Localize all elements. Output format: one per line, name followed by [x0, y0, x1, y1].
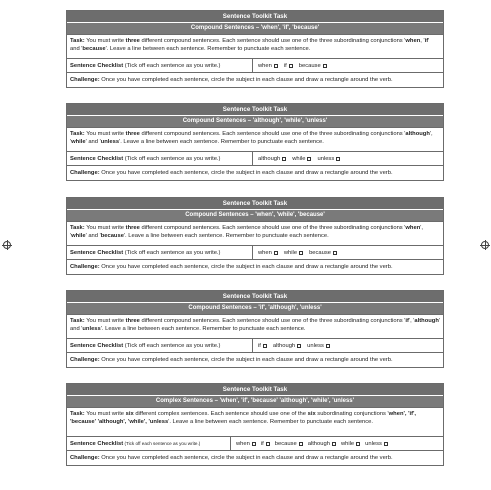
conjunction: although: [405, 131, 430, 137]
task-text: You must write: [84, 411, 126, 417]
task-card-if-although-unless: [66, 290, 444, 368]
task-row: [67, 221, 443, 245]
option-label: when: [236, 440, 250, 447]
registration-mark-right-icon: [481, 241, 489, 249]
challenge-text: Once you have completed each sentence, circle the subject in each clause and draw a rectangle around the verb.: [99, 357, 393, 363]
task-text: different compound sentences. Each sentence should use one of the three subordinating conjunctions ': [139, 131, 406, 137]
conjunction: if: [405, 318, 409, 324]
separator: ', ': [408, 318, 415, 324]
registration-mark-left-icon: [3, 241, 11, 249]
checkbox-icon[interactable]: [282, 157, 286, 161]
task-text: different compound sentences. Each sentence should use one of the three subordinating conjunctions ': [139, 318, 406, 324]
task-text: You must write: [84, 225, 126, 231]
checklist-option[interactable]: [299, 62, 327, 70]
checkbox-icon[interactable]: [336, 157, 340, 161]
challenge-label: Challenge:: [70, 455, 100, 461]
checklist-label-cell: [67, 437, 231, 450]
task-text: '. Leave a line between each sentence. Remember to punctuate each sentence.: [100, 326, 306, 332]
checklist-hint: (Tick off each sentence as you write.): [123, 249, 221, 256]
task-text: subordinating conjunctions ': [315, 411, 389, 417]
checkbox-icon[interactable]: [266, 442, 270, 446]
option-label: if: [260, 440, 264, 447]
task-label: Task:: [70, 225, 85, 231]
checklist-label: Sentence Checklist: [70, 342, 124, 349]
challenge-row: [67, 450, 443, 465]
card-title: Sentence Toolkit Task: [67, 384, 443, 396]
separator: ' and ': [85, 139, 101, 145]
checkbox-icon[interactable]: [307, 157, 311, 161]
checklist-label: Sentence Checklist: [70, 155, 124, 162]
checkbox-icon[interactable]: [326, 344, 330, 348]
option-label: because: [309, 249, 331, 256]
checklist-hint: (Tick off each sentence as you write.): [123, 342, 221, 349]
checklist-option[interactable]: [292, 155, 311, 163]
task-count: three: [125, 318, 140, 324]
checklist-option[interactable]: [236, 440, 256, 448]
task-count: six: [307, 411, 316, 417]
option-label: because: [274, 440, 297, 447]
option-label: when: [258, 62, 272, 69]
option-label: because: [298, 62, 321, 69]
checklist-options: [253, 59, 443, 72]
checklist-option[interactable]: [258, 249, 278, 257]
checklist-hint: (Tick off each sentence as you write.): [123, 440, 201, 446]
checklist-option[interactable]: [258, 155, 286, 163]
conjunction: when: [405, 38, 421, 44]
task-card-when-while-because: [66, 197, 444, 275]
task-row: [67, 34, 443, 58]
separator: ' and ': [85, 233, 101, 239]
conjunction: although: [414, 318, 439, 324]
challenge-label: Challenge:: [70, 264, 100, 270]
conjunction: because: [82, 46, 106, 52]
challenge-text: Once you have completed each sentence, circle the subject in each clause and draw a rectangle around the verb.: [99, 455, 393, 461]
checklist-label-cell: [67, 246, 253, 259]
challenge-row: [67, 165, 443, 180]
checklist-option[interactable]: [317, 155, 340, 163]
task-card-complex-sentences: [66, 383, 444, 466]
checklist-option[interactable]: [365, 440, 388, 448]
card-title: Sentence Toolkit Task: [67, 11, 443, 23]
checklist-options: [253, 339, 443, 352]
conjunction: if: [424, 38, 429, 44]
option-label: unless: [317, 155, 335, 162]
conjunction: because: [100, 233, 124, 239]
card-title: Sentence Toolkit Task: [67, 291, 443, 303]
checkbox-icon[interactable]: [297, 344, 301, 348]
checklist-row: [67, 58, 443, 72]
option-label: unless: [307, 342, 324, 349]
checklist-option[interactable]: [258, 342, 267, 350]
challenge-row: [67, 259, 443, 274]
task-label: Task:: [70, 131, 85, 137]
conjunction: unless: [100, 139, 120, 145]
challenge-row: [67, 352, 443, 367]
checklist-hint: (Tick off each sentence as you write.): [123, 62, 221, 69]
checklist-label: Sentence Checklist: [70, 249, 124, 256]
challenge-label: Challenge:: [70, 357, 100, 363]
option-label: although: [258, 155, 281, 162]
checklist-option[interactable]: [309, 249, 337, 257]
checkbox-icon[interactable]: [299, 442, 303, 446]
challenge-label: Challenge:: [70, 77, 100, 83]
task-text: You must write: [84, 131, 126, 137]
checklist-option[interactable]: [341, 440, 360, 448]
conjunction: unless: [82, 326, 101, 332]
checklist-label-cell: [67, 152, 253, 165]
task-count: three: [125, 38, 140, 44]
separator: , ': [420, 38, 425, 44]
challenge-label: Challenge:: [70, 170, 100, 176]
option-label: if: [258, 342, 261, 349]
checklist-option[interactable]: [258, 62, 278, 70]
challenge-row: [67, 72, 443, 87]
checkbox-icon[interactable]: [323, 64, 327, 68]
checklist-label-cell: [67, 339, 253, 352]
checklist-row: [67, 151, 443, 165]
checklist-hint: (Tick off each sentence as you write.): [123, 155, 221, 162]
checkbox-icon[interactable]: [332, 442, 336, 446]
challenge-text: Once you have completed each sentence, circle the subject in each clause and draw a rectangle around the verb.: [99, 77, 393, 83]
task-text: '. Leave a line between each sentence. Remember to punctuate each sentence.: [105, 46, 311, 52]
option-label: although: [307, 440, 330, 447]
checklist-option[interactable]: [273, 342, 301, 350]
task-card-when-if-because: [66, 10, 444, 88]
checklist-option[interactable]: [284, 249, 303, 257]
option-label: although: [272, 342, 296, 349]
card-subtitle: Compound Sentences – 'if', 'although', 'unless': [67, 303, 443, 314]
task-count: three: [125, 225, 140, 231]
conjunction: while: [71, 233, 86, 239]
checklist-row: [67, 245, 443, 259]
task-text: different complex sentences. Each sentence should use one of the: [133, 411, 308, 417]
challenge-text: Once you have completed each sentence, circle the subject in each clause and draw a rectangle around the verb.: [99, 264, 393, 270]
card-subtitle: Compound Sentences – 'when', 'if', 'because': [67, 23, 443, 34]
conjunction: when: [405, 225, 421, 231]
task-text: '. Leave a line between each sentence. Remember to punctuate each sentence.: [168, 419, 374, 425]
option-label: while: [292, 155, 306, 162]
task-row: [67, 314, 443, 338]
checklist-option[interactable]: [275, 440, 303, 448]
card-title: Sentence Toolkit Task: [67, 104, 443, 116]
checklist-label: Sentence Checklist: [70, 62, 124, 69]
checkbox-icon[interactable]: [274, 251, 278, 255]
task-label: Task:: [70, 318, 85, 324]
task-text: different compound sentences. Each sentence should use one of the three subordinating conjunctions ': [139, 38, 406, 44]
option-label: when: [258, 249, 272, 256]
task-count: six: [125, 411, 134, 417]
task-text: You must write: [84, 38, 126, 44]
checkbox-icon[interactable]: [274, 64, 278, 68]
separator: ' and ': [70, 318, 440, 332]
option-label: while: [283, 249, 298, 256]
card-subtitle: Complex Sentences – 'when', 'if', 'because' 'although', 'while', 'unless': [67, 396, 443, 407]
checklist-option[interactable]: [308, 440, 336, 448]
checklist-option[interactable]: [261, 440, 270, 448]
checkbox-icon[interactable]: [384, 442, 388, 446]
checkbox-icon[interactable]: [263, 344, 267, 348]
option-label: unless: [365, 440, 382, 447]
task-text: different compound sentences. Each sentence should use one of the three subordinating conjunctions ': [139, 225, 406, 231]
task-count: three: [125, 131, 140, 137]
separator: ', ': [70, 225, 423, 239]
task-text: You must write: [84, 318, 126, 324]
checklist-row: [67, 436, 443, 450]
checklist-options: [253, 246, 443, 259]
card-subtitle: Compound Sentences – 'when', 'while', 'because': [67, 210, 443, 221]
task-card-although-while-unless: [66, 103, 444, 181]
checkbox-icon[interactable]: [289, 64, 293, 68]
checkbox-icon[interactable]: [299, 251, 303, 255]
checklist-option[interactable]: [284, 62, 293, 70]
checklist-options: [253, 152, 443, 165]
checklist-option[interactable]: [307, 342, 330, 350]
checkbox-icon[interactable]: [356, 442, 360, 446]
checklist-label-cell: [67, 59, 253, 72]
task-text: '. Leave a line between each sentence. Remember to punctuate each sentence.: [123, 233, 329, 239]
card-subtitle: Compound Sentences – 'although', 'while', 'unless': [67, 116, 443, 127]
task-label: Task:: [70, 411, 85, 417]
checklist-row: [67, 338, 443, 352]
separator: ' and ': [70, 38, 430, 52]
checklist-label: Sentence Checklist: [70, 440, 124, 447]
conjunction: while: [71, 139, 86, 145]
task-text: '. Leave a line between each sentence. Remember to punctuate each sentence.: [119, 139, 324, 145]
conjunction-list: when', 'if', 'because' 'although', 'while', 'unless: [70, 411, 416, 425]
task-row: [67, 127, 443, 151]
checkbox-icon[interactable]: [333, 251, 337, 255]
option-label: if: [283, 62, 287, 69]
option-label: while: [340, 440, 355, 447]
checklist-options: [231, 437, 443, 450]
checkbox-icon[interactable]: [252, 442, 256, 446]
challenge-text: Once you have completed each sentence, circle the subject in each clause and draw a rectangle around the verb.: [99, 170, 393, 176]
separator: ', ': [70, 131, 433, 145]
task-row: [67, 407, 443, 436]
card-title: Sentence Toolkit Task: [67, 198, 443, 210]
task-label: Task:: [70, 38, 85, 44]
